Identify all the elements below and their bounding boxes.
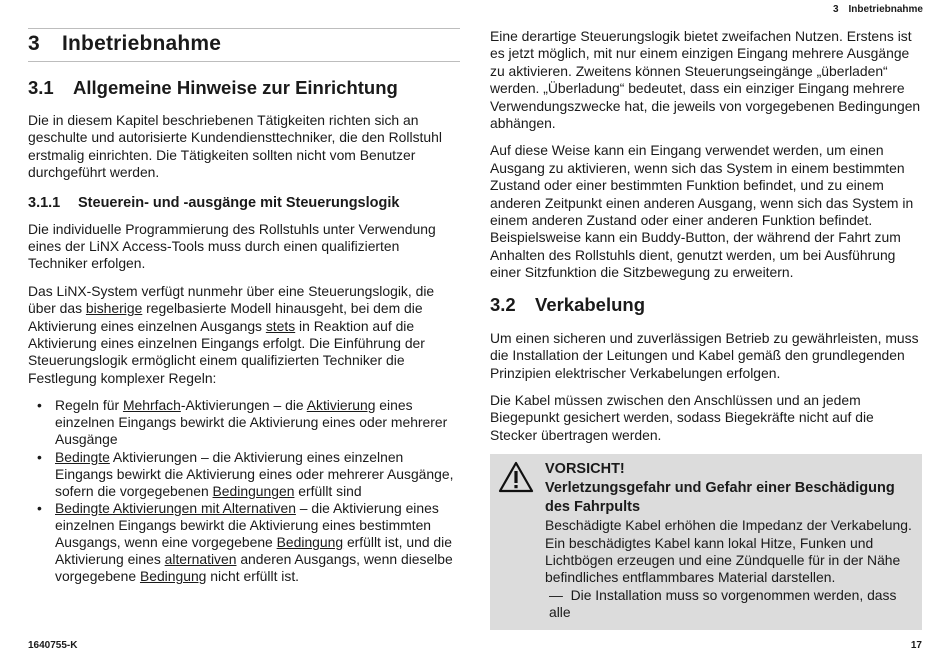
- text-span: Aktivierungen – die Aktivierung eines einzelnen Eingangs bewirkt die Aktivierung eines oder mehrerer Ausgänge, sofern die vorgegebenen: [55, 448, 454, 499]
- section-number: 3.2: [490, 293, 516, 315]
- text-span: Das LiNX-System verfügt nunmehr über eine Steuerungslogik, die über das: [28, 282, 435, 317]
- list-item: [37, 499, 460, 585]
- underlined-term: Aktivierung: [306, 397, 376, 414]
- section-heading-3-1: [28, 77, 460, 99]
- warning-instruction: [549, 587, 914, 622]
- warning-instruction-text: Die Installation muss so vorgenommen werden, dass alle: [549, 586, 897, 621]
- footer-page-number: 17: [910, 640, 922, 651]
- running-header-chapter-title: Inbetriebnahme: [848, 4, 923, 15]
- list-item: [37, 397, 460, 448]
- text-span: – die Aktivierung eines einzelnen Eingangs bewirkt die Aktivierung eines bestimmten Ausgangs, wenn eine vorgegebene: [55, 499, 439, 551]
- warning-box: [490, 454, 922, 629]
- right-column: [490, 28, 922, 630]
- bullet-icon: •: [37, 397, 42, 414]
- underlined-term: alternativen: [164, 551, 237, 568]
- section-title: Verkabelung: [535, 293, 646, 315]
- running-header: [833, 4, 923, 15]
- text-span: nicht erfüllt ist.: [206, 568, 300, 585]
- underlined-term: stets: [265, 317, 296, 334]
- subsection-title: Steuerein- und -ausgänge mit Steuerungslogik: [78, 194, 400, 211]
- paragraph-cable-securing: Die Kabel müssen zwischen den Anschlüssen und an jedem Biegepunkt gesichert werden, sodass Biegekräfte nicht auf die Stecker übertragen werden.: [490, 391, 874, 443]
- warning-text: Beschädigte Kabel erhöhen die Impedanz der Verkabelung. Ein beschädigtes Kabel kann lokal Hitze, Funken und Lichtbögen erzeugen und eine Zündquelle für in der Nähe befindliches entflammbares Material darstellen.: [545, 517, 912, 586]
- paragraph-logic-benefits: Eine derartige Steuerungslogik bietet zweifachen Nutzen. Erstens ist es jetzt möglich, mit nur einem einzigen Eingang mehrere Ausgänge zu aktivieren. Zweitens können Steuerungseingänge „überladen“ werden. „Überladung“ bedeutet, dass ein einziger Eingang mehrere Verwendungszwecke hat, die jeweils von vorgegebenen Bedingungen abhängen.: [490, 28, 921, 132]
- paragraph-programming: Die individuelle Programmierung des Rollstuhls unter Verwendung eines der LiNX Access-Tools muss durch einen qualifizierten Techniker erfolgen.: [28, 220, 436, 272]
- text-span: in Reaktion auf die Aktivierung eines einzelnen Eingangs erfolgt. Die Einführung der Steuerungslogik ermöglicht einem qualifizierten Techniker die Festlegung komplexer Regeln:: [28, 317, 425, 386]
- bullet-icon: •: [37, 448, 42, 465]
- text-span: erfüllt sind: [294, 482, 362, 499]
- bullet-icon: •: [37, 499, 42, 516]
- paragraph-linx-system: [28, 283, 460, 387]
- warning-triangle-icon: [498, 461, 534, 498]
- warning-subtitle: Verletzungsgefahr und Gefahr einer Beschädigung des Fahrpults: [545, 480, 895, 516]
- text-span: anderen Ausgangs, wenn dieselbe vorgegebene: [55, 551, 453, 585]
- chapter-heading-number: 3: [28, 32, 40, 55]
- underlined-term: Mehrfach: [122, 397, 181, 414]
- chapter-heading: [28, 32, 460, 62]
- text-span: eines einzelnen Eingangs bewirkt die Aktivierung eines oder mehrerer Ausgänge: [55, 397, 448, 448]
- paragraph-input-usage: Auf diese Weise kann ein Eingang verwendet werden, um einen Ausgang zu aktivieren, wenn sich das System in einem bestimmten Zustand oder einer bestimmten Funktion befindet, und zu einem anderen Zeitpunkt einen anderen Ausgang, wenn sich das System in einem anderen Zustand oder einer anderen Funktion befindet. Beispielsweise kann ein Buddy-Button, der während der Fahrt zum Anhalten des Rollstuhls dient, genutzt werden, um bei Ausführung einer Sitzfunktion die Sitzbewegung zu erweitern.: [490, 142, 914, 281]
- underlined-term: Bedingung: [139, 568, 207, 585]
- rules-list: [28, 397, 460, 585]
- underlined-term: Bedingte Aktivierungen mit Alternativen: [55, 499, 296, 516]
- underlined-term: Bedingte: [55, 448, 110, 465]
- text-span: erfüllt ist, und die Aktivierung eines: [55, 534, 452, 568]
- dash-icon: —: [549, 586, 563, 603]
- running-header-chapter-number: 3: [832, 4, 839, 15]
- paragraph-intro: Die in diesem Kapitel beschriebenen Tätigkeiten richten sich an geschulte und autorisierte Kundendiensttechniker, die den Rollstuhl erstmalig einrichten. Die Tätigkeiten sollten nicht vom Benutzer durchgeführt werden.: [28, 112, 442, 181]
- paragraph-wiring-safety: Um einen sicheren und zuverlässigen Betrieb zu gewährleisten, muss die Installation der Leitungen und Kabel gemäß den grundlegenden Prinzipien elektrischer Verkabelungen erfolgen.: [490, 329, 919, 381]
- chapter-heading-title: Inbetriebnahme: [62, 32, 222, 55]
- subsection-number: 3.1.1: [28, 194, 61, 211]
- text-span: regelbasierte Modell hinausgeht, bei dem die Aktivierung eines einzelnen Ausgangs: [28, 300, 423, 334]
- text-span: -Aktivierungen – die: [180, 397, 307, 414]
- left-column: [28, 28, 460, 585]
- top-rule: [28, 28, 460, 29]
- footer-doc-number: 1640755-K: [28, 640, 78, 651]
- list-item: [37, 448, 460, 500]
- underlined-term: Bedingung: [276, 534, 344, 551]
- text-span: Regeln für: [55, 397, 123, 414]
- section-heading-3-2: [490, 294, 922, 316]
- underlined-term: bisherige: [85, 300, 143, 317]
- underlined-term: Bedingungen: [212, 482, 295, 499]
- section-title: Allgemeine Hinweise zur Einrichtung: [73, 77, 398, 98]
- warning-title: VORSICHT!: [545, 461, 625, 478]
- subsection-heading-3-1-1: [28, 195, 460, 211]
- section-number: 3.1: [28, 77, 54, 98]
